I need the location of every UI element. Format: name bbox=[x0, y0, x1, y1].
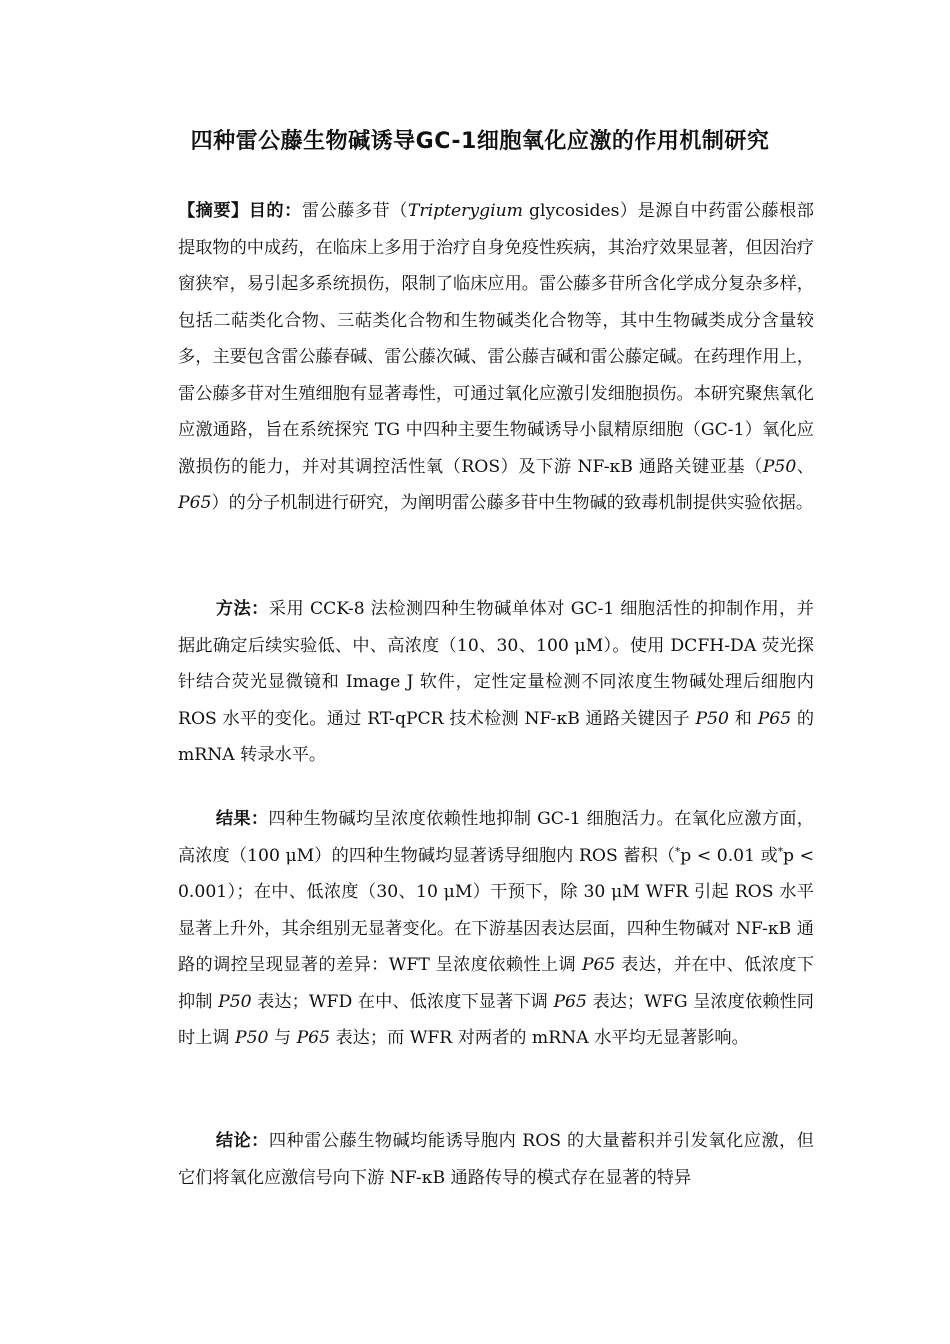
abstract-heading: 【摘要】 bbox=[178, 201, 249, 221]
results-text: p < 0.01 或 bbox=[680, 845, 778, 866]
results-italic-gene: P65 bbox=[296, 1028, 331, 1048]
conclusion-text: 四种雷公藤生物碱均能诱导胞内 ROS 的大量蓄积并引发氧化应激，但它们将氧化应激信号向下游 NF-κB 通路传导的模式存在显著的特异 bbox=[178, 1131, 814, 1188]
results-text: 表达；WFD 在中、低浓度下显著下调 bbox=[251, 991, 554, 1012]
abstract-italic-gene: P65 bbox=[178, 493, 212, 513]
results-text: 表达；WFG 呈浓度依赖性同时上调 bbox=[178, 991, 814, 1048]
methods-text: 和 bbox=[728, 708, 758, 729]
methods-italic-gene: P65 bbox=[757, 708, 792, 729]
conclusion-paragraph bbox=[178, 1123, 814, 1196]
abstract-text: 雷公藤多苷（ bbox=[301, 201, 408, 221]
abstract-text: ）的分子机制进行研究，为阐明雷公藤多苷中生物碱的致毒机制提供实验依据。 bbox=[211, 493, 814, 513]
methods-text: 的 mRNA 转录水平。 bbox=[178, 708, 815, 765]
methods-text: 采用 CCK-8 法检测四种生物碱单体对 GC-1 细胞活性的抑制作用，并据此确定后续实验低、中、高浓度（10、30、100 μM）。使用 DCFH-DA 荧光探针结合荧光显微镜和 Image J 软件，定性定量检测不同浓度生物碱处理后细胞内 ROS 水平的变化。通过 RT-qPCR 技术检测 NF-κB 通路关键因子 bbox=[178, 599, 814, 729]
significance-asterisk: * bbox=[777, 844, 784, 857]
results-italic-gene: P50 bbox=[218, 991, 252, 1012]
paper-title: 四种雷公藤生物碱诱导GC-1细胞氧化应激的作用机制研究 bbox=[190, 129, 770, 154]
results-text: 与 bbox=[268, 1028, 297, 1048]
abstract-text: glycosides）是源自中药雷公藤根部提取物的中成药，在临床上多用于治疗自身免疫性疾病，其治疗效果显著，但因治疗窗狭窄，易引起多系统损伤，限制了临床应用。雷公藤多苷所含化学成分复杂多样，包括二萜类化合物、三萜类化合物和生物碱类化合物等，其中生物碱类成分含量较多，主要包含雷公藤春碱、雷公藤次碱、雷公藤吉碱和雷公藤定碱。在药理作用上，雷公藤多苷对生殖细胞有显著毒性，可通过氧化应激引发细胞损伤。本研究聚焦氧化应激通路，旨在系统探究 TG 中四种主要生物碱诱导小鼠精原细胞（GC-1）氧化应激损伤的能力，并对其调控活性氧（ROS）及下游 NF-κB 通路关键亚基（ bbox=[178, 201, 814, 477]
significance-asterisk: * bbox=[675, 844, 681, 857]
methods-paragraph bbox=[178, 591, 814, 774]
results-paragraph bbox=[178, 801, 814, 1057]
results-italic-gene: P65 bbox=[553, 991, 587, 1012]
abstract-objective-paragraph bbox=[178, 193, 814, 522]
results-italic-gene: P50 bbox=[235, 1028, 269, 1048]
abstract-italic-genus: Tripterygium bbox=[407, 201, 523, 221]
results-text: 表达，并在中、低浓度下抑制 bbox=[178, 955, 815, 1012]
abstract-text: 、 bbox=[796, 456, 814, 477]
methods-label: 方法： bbox=[215, 599, 269, 619]
results-label: 结果： bbox=[215, 809, 269, 829]
objective-label: 目的： bbox=[248, 201, 302, 221]
results-text: p < 0.001）；在中、低浓度（30、10 μM）干预下，除 30 μM WFR 引起 ROS 水平显著上升外，其余组别无显著变化。在下游基因表达层面，四种生物碱对 NF-κB 通路的调控呈现显著的差异：WFT 呈浓度依赖性上调 bbox=[178, 845, 814, 975]
results-italic-gene: P65 bbox=[581, 955, 616, 975]
results-text: 表达；而 WFR 对两者的 mRNA 水平均无显著影响。 bbox=[330, 1028, 749, 1048]
results-text: 四种生物碱均呈浓度依赖性地抑制 GC-1 细胞活力。在氧化应激方面，高浓度（100 μM）的四种生物碱均显著诱导细胞内 ROS 蓄积（ bbox=[178, 809, 814, 866]
methods-italic-gene: P50 bbox=[695, 708, 729, 729]
abstract-italic-gene: P50 bbox=[762, 456, 797, 477]
conclusion-label: 结论： bbox=[215, 1131, 269, 1151]
